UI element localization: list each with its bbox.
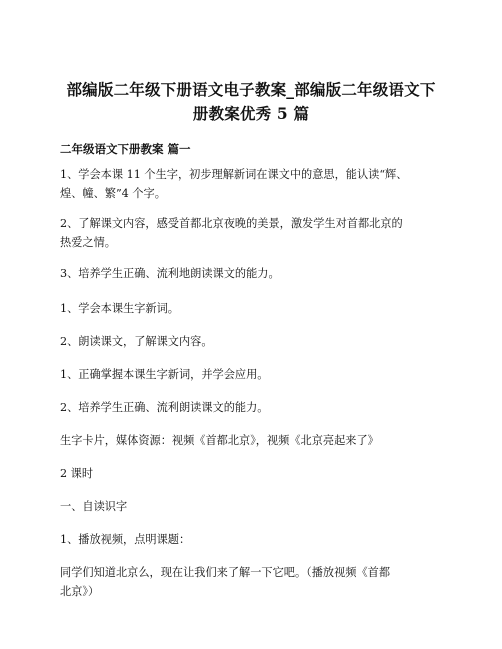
paragraph-line: 1、学会本课生字新词。	[60, 302, 179, 315]
paragraph-line: 1、正确掌握本课生字新词，并学会应用。	[60, 368, 269, 381]
paragraph-line: 2、培养学生正确、流利朗读课文的能力。	[60, 401, 269, 414]
paragraph-line: 同学们知道北京么，现在让我们来了解一下它吧。（播放视频《首都	[60, 566, 391, 579]
paragraph-line: 2、朗读课文，了解课文内容。	[60, 335, 213, 348]
section-heading: 二年级语文下册教案 篇一	[60, 142, 191, 156]
paragraph-line: 1、播放视频，点明课题：	[60, 533, 191, 546]
paragraph-line: 2、了解课文内容，感受首都北京夜晚的美景，激发学生对首都北京的	[60, 217, 403, 230]
document-title-line-1: 部编版二年级下册语文电子教案_部编版二年级语文下	[66, 80, 436, 99]
document-title-line-2: 册教案优秀 5 篇	[192, 104, 310, 123]
paragraph-line: 煌、幢、繁”4 个字。	[60, 187, 166, 200]
paragraph-line: 3、培养学生正确、流利地朗读课文的能力。	[60, 267, 280, 280]
paragraph-line: 2 课时	[60, 467, 94, 480]
paragraph-line: 1、学会本课 11 个生字，初步理解新词在课文中的意思，能认读“辉、	[60, 168, 408, 181]
paragraph-line: 生字卡片，媒体资源：视频《首都北京》，视频《北京亮起来了》	[60, 434, 379, 447]
paragraph-line: 热爱之情。	[60, 236, 116, 249]
paragraph-line: 一、自读识字	[60, 500, 128, 513]
paragraph-line: 北京》）	[60, 585, 100, 598]
